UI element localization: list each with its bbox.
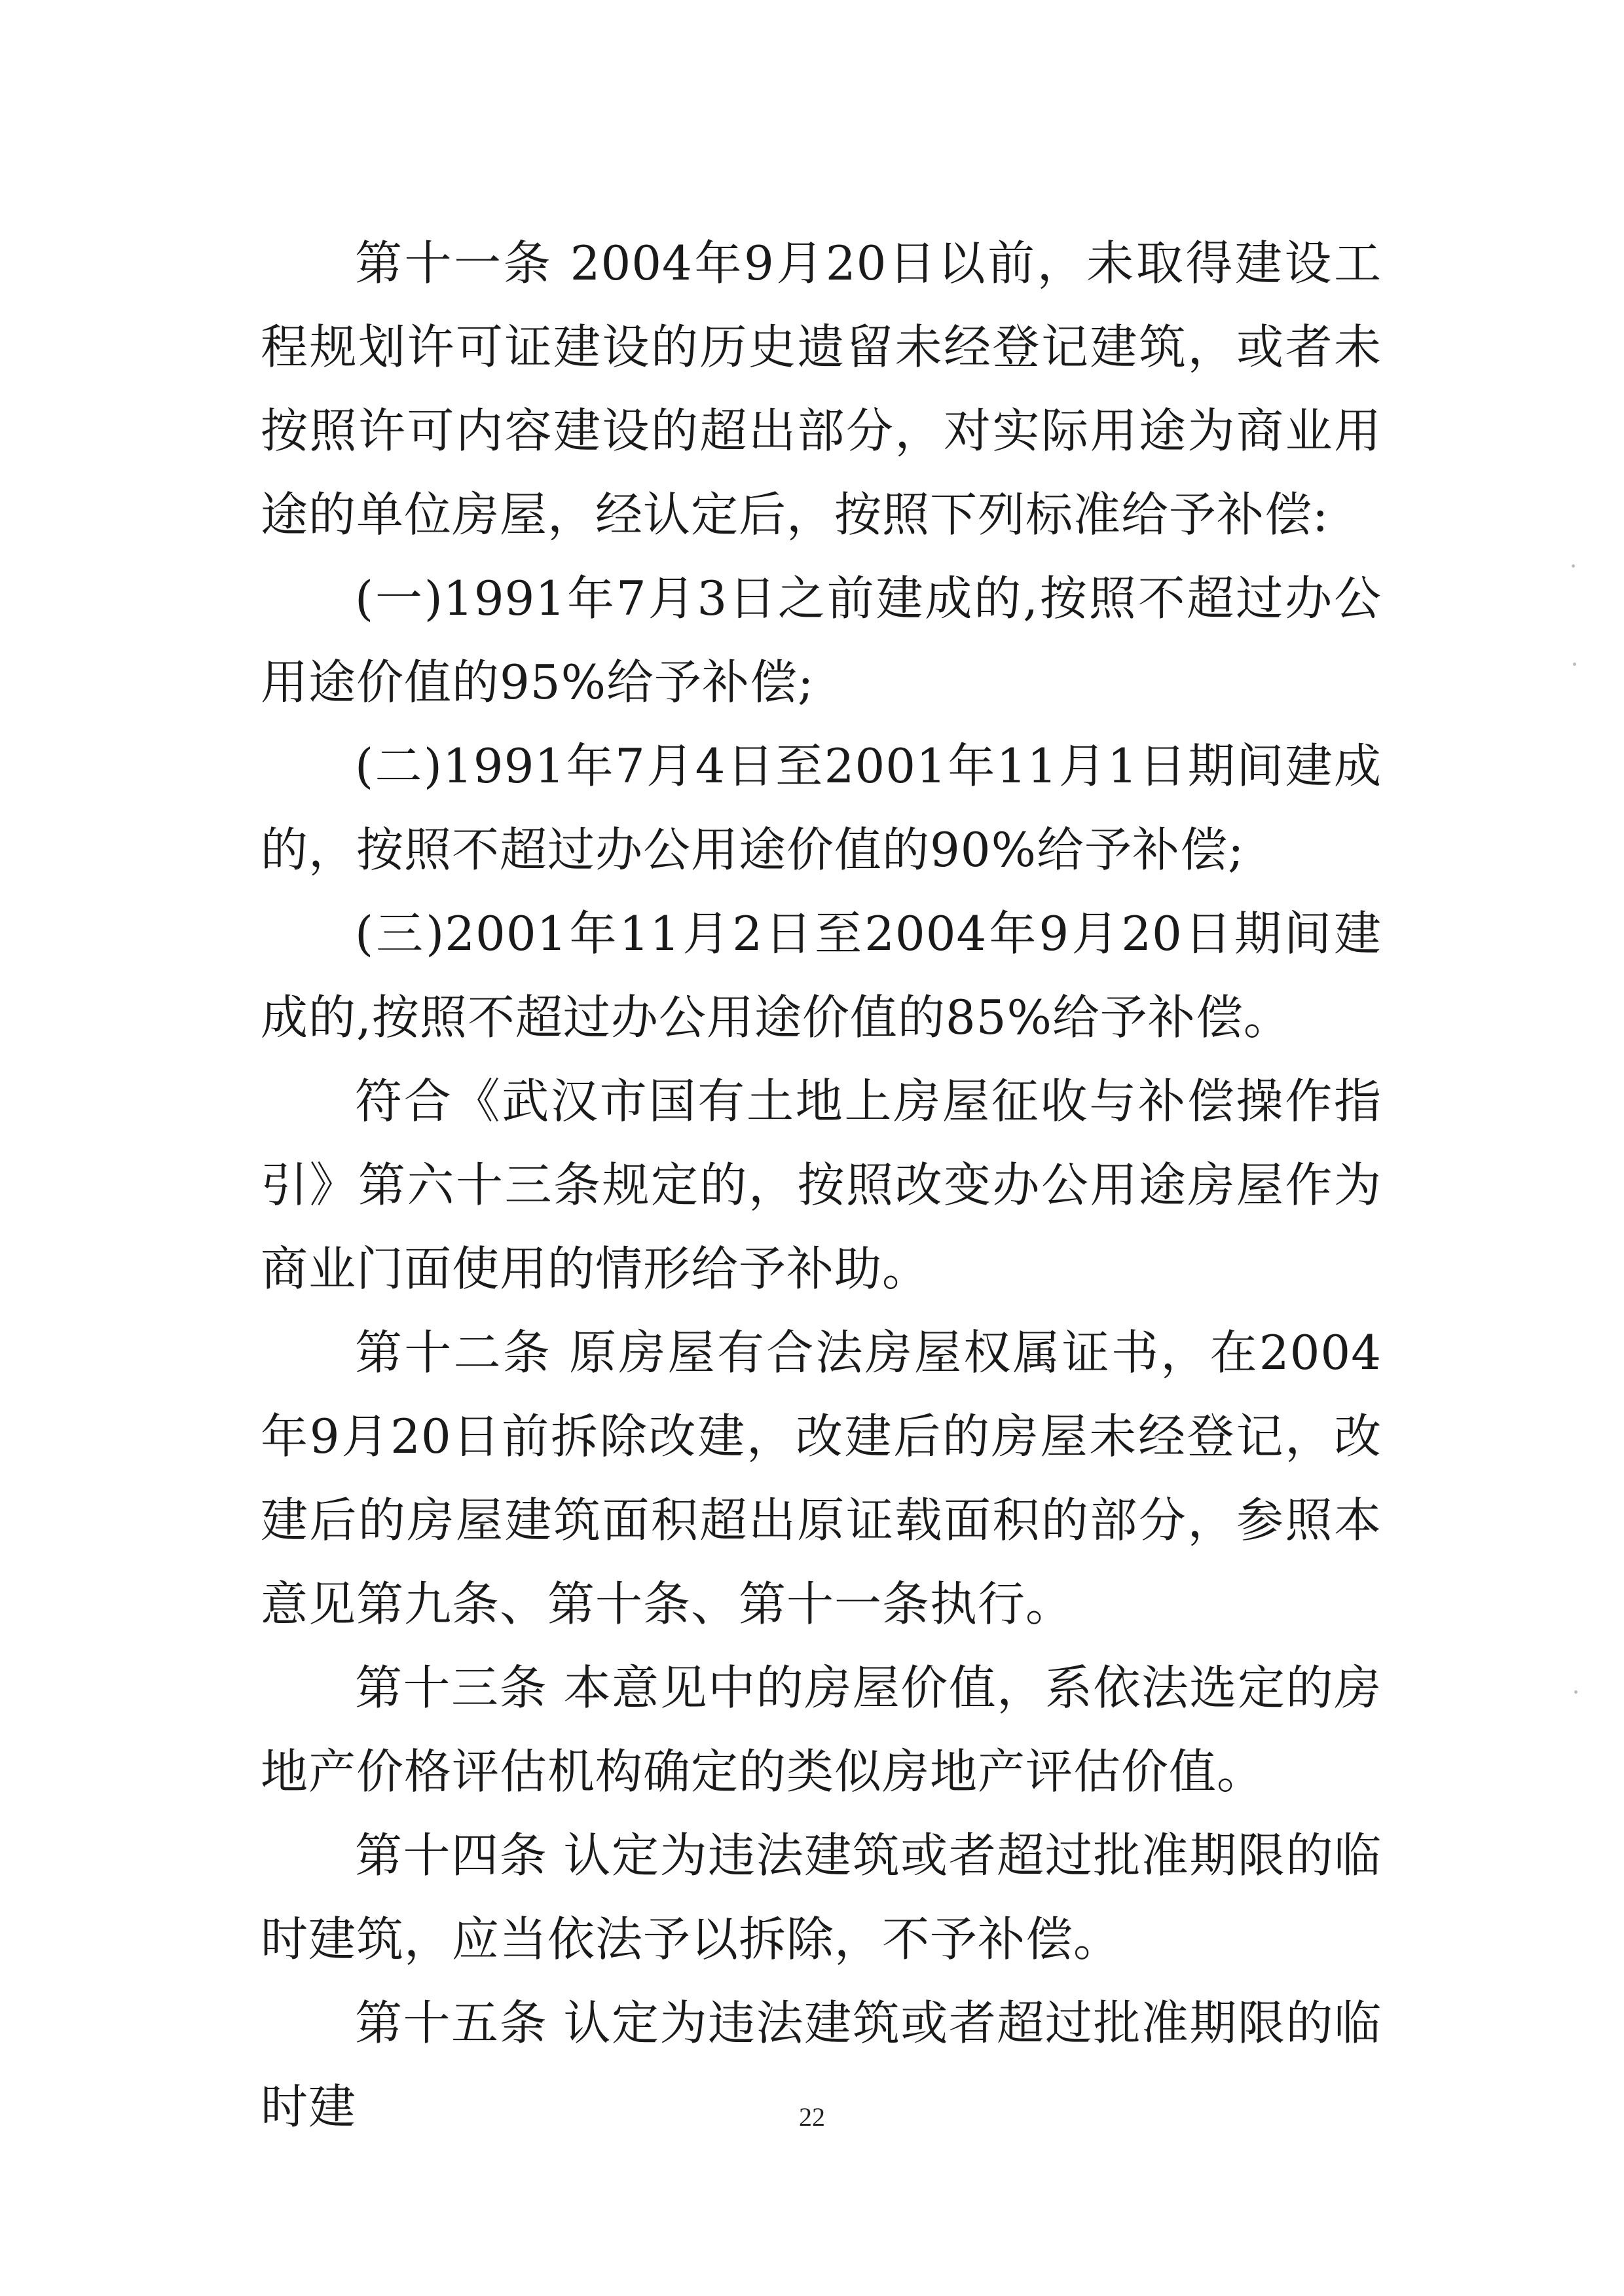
scan-speck	[1573, 663, 1576, 666]
paragraph-article-13: 第十三条 本意见中的房屋价值，系依法选定的房地产价格评估机构确定的类似房地产评估价值。	[261, 1660, 1382, 1799]
scan-speck	[1574, 1690, 1578, 1694]
paragraph-article-11: 第十一条 2004年9月20日以前，未取得建设工程规划许可证建设的历史遗留未经登记建筑，或者未按照许可内容建设的超出部分，对实际用途为商业用途的单位房屋，经认定后，按照下列标准给予补偿:	[261, 236, 1382, 542]
paragraph-item-1: (一)1991年7月3日之前建成的,按照不超过办公用途价值的95%给予补偿;	[261, 571, 1382, 710]
page-number: 22	[799, 2102, 825, 2132]
paragraph-item-2: (二)1991年7月4日至2001年11月1日期间建成的，按照不超过办公用途价值的90%给予补偿;	[261, 738, 1382, 877]
paragraph-item-3: (三)2001年11月2日至2004年9月20日期间建成的,按照不超过办公用途价值的85%给予补偿。	[261, 906, 1382, 1045]
paragraph-article-14: 第十四条 认定为违法建筑或者超过批准期限的临时建筑，应当依法予以拆除，不予补偿。	[261, 1828, 1382, 1967]
scan-speck	[1572, 564, 1575, 568]
paragraph-guideline-note: 符合《武汉市国有土地上房屋征收与补偿操作指引》第六十三条规定的，按照改变办公用途房屋作为商业门面使用的情形给予补助。	[261, 1074, 1382, 1296]
paragraph-article-15: 第十五条 认定为违法建筑或者超过批准期限的临时建	[261, 1995, 1382, 2134]
document-body	[261, 221, 1382, 2149]
paragraph-article-12: 第十二条 原房屋有合法房屋权属证书，在2004年9月20日前拆除改建，改建后的房屋未经登记，改建后的房屋建筑面积超出原证载面积的部分，参照本意见第九条、第十条、第十一条执行。	[261, 1325, 1382, 1631]
